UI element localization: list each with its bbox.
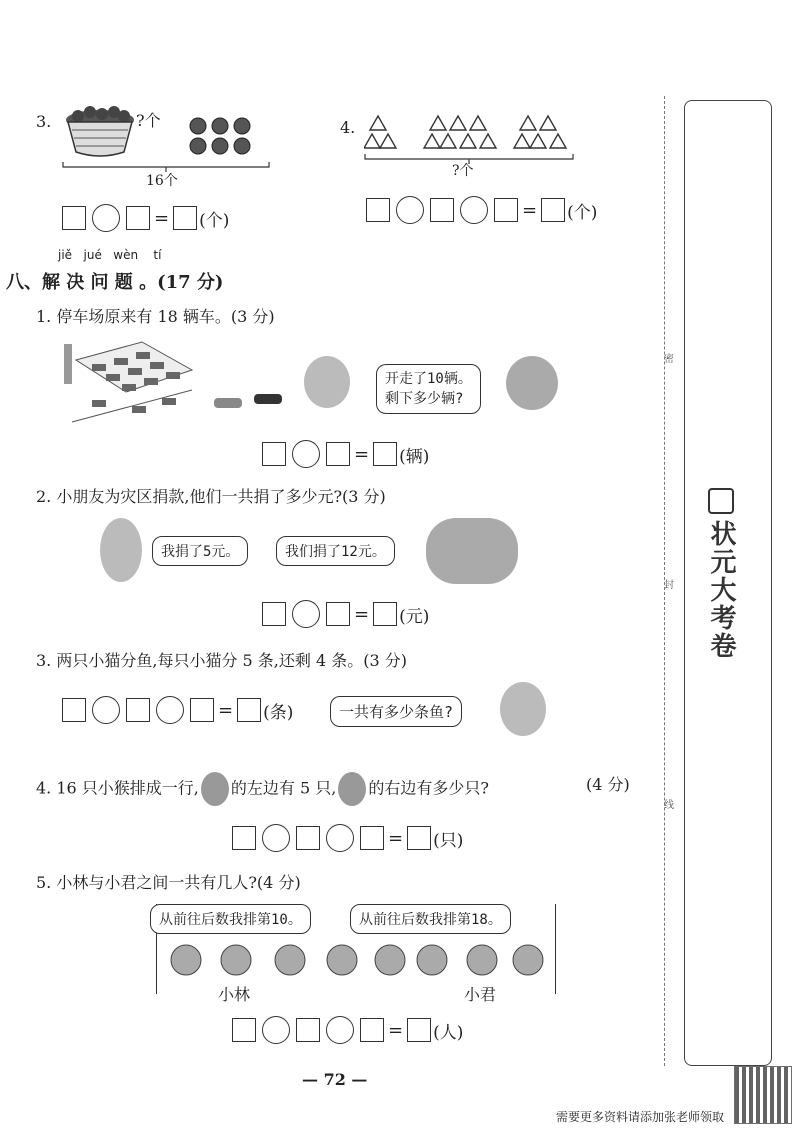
- answer-box[interactable]: [126, 206, 150, 230]
- answer-box[interactable]: [407, 826, 431, 850]
- answer-box[interactable]: [407, 1018, 431, 1042]
- problem-4-equation: = (个): [366, 196, 597, 224]
- answer-box[interactable]: [237, 698, 261, 722]
- question-4-equation: = (只): [232, 824, 463, 852]
- qr-code-icon: [734, 1066, 792, 1124]
- unit-label: (辆): [399, 446, 430, 467]
- section-title: 八、解 决 问 题 。(17 分): [6, 272, 224, 293]
- answer-box[interactable]: [296, 1018, 320, 1042]
- six-apples-image: [188, 114, 260, 158]
- answer-box[interactable]: [373, 442, 397, 466]
- unit-label: (条): [263, 702, 294, 723]
- answer-box[interactable]: [62, 206, 86, 230]
- problem-3-number: 3.: [36, 112, 52, 131]
- operator-circle[interactable]: [460, 196, 488, 224]
- answer-box[interactable]: [262, 442, 286, 466]
- answer-box[interactable]: [62, 698, 86, 722]
- answer-box[interactable]: [541, 198, 565, 222]
- problem-3-total-label: 16个: [146, 173, 178, 189]
- parking-lot-image: [62, 340, 200, 424]
- unit-label: (个): [199, 210, 230, 231]
- answer-box[interactable]: [430, 198, 454, 222]
- question-4-text: [36, 772, 489, 806]
- operator-circle[interactable]: [92, 204, 120, 232]
- problem-3-total-brace: [62, 158, 270, 170]
- answer-box[interactable]: [360, 1018, 384, 1042]
- question-4-part-a: 4. 16 只小猴排成一行,: [36, 778, 199, 798]
- operator-circle[interactable]: [292, 600, 320, 628]
- answer-box[interactable]: [126, 698, 150, 722]
- problem-4-question-label: ?个: [452, 163, 474, 179]
- question-1-equation: = (辆): [262, 440, 429, 468]
- pinyin-syllable: jiě: [58, 248, 73, 262]
- name-xiaolin: 小林: [218, 985, 251, 1004]
- answer-box[interactable]: [296, 826, 320, 850]
- question-5-text: 5. 小林与小君之间一共有几人?(4 分): [36, 873, 301, 892]
- boy-donor-image: [100, 518, 142, 582]
- operator-circle[interactable]: [292, 440, 320, 468]
- problem-3-question-label: ?个: [136, 111, 161, 130]
- operator-circle[interactable]: [92, 696, 120, 724]
- operator-circle[interactable]: [262, 1016, 290, 1044]
- answer-box[interactable]: [262, 602, 286, 626]
- triangles-image: [364, 112, 572, 152]
- pinyin-syllable: tí: [153, 248, 162, 262]
- page-number: — 72 —: [302, 1070, 368, 1089]
- question-5-right-bubble: 从前往后数我排第18。: [350, 904, 511, 934]
- unit-label: (个): [567, 202, 598, 223]
- operator-circle[interactable]: [156, 696, 184, 724]
- answer-box[interactable]: [494, 198, 518, 222]
- answer-box[interactable]: [232, 1018, 256, 1042]
- monkey-icon: [338, 772, 366, 806]
- answer-box[interactable]: [326, 442, 350, 466]
- answer-box[interactable]: [232, 826, 256, 850]
- question-4-part-c: 的右边有多少只?: [368, 778, 489, 798]
- problem-3-equation: = (个): [62, 204, 229, 232]
- unit-label: (人): [433, 1022, 464, 1043]
- question-5-equation: = (人): [232, 1016, 463, 1044]
- operator-circle[interactable]: [396, 196, 424, 224]
- footer-note: 需要更多资料请添加张老师领取: [556, 1110, 725, 1124]
- question-1-text: 1. 停车场原来有 18 辆车。(3 分): [36, 307, 275, 326]
- girl-image: [506, 356, 558, 410]
- question-4-part-b: 的左边有 5 只,: [230, 778, 337, 798]
- question-3-text: 3. 两只小猫分鱼,每只小猫分 5 条,还剩 4 条。(3 分): [36, 651, 407, 670]
- pinyin-syllable: jué: [83, 248, 102, 262]
- question-3-speech-bubble: 一共有多少条鱼?: [330, 696, 462, 727]
- basket-of-apples-image: [62, 104, 138, 158]
- problem-4-number: 4.: [340, 118, 356, 137]
- brand-logo: 状元大考卷: [706, 520, 736, 660]
- answer-box[interactable]: [360, 826, 384, 850]
- bubble-line: 开走了10辆。: [385, 371, 472, 387]
- question-2-left-bubble: 我捐了5元。: [152, 536, 248, 566]
- leaving-cars-image: [212, 390, 288, 412]
- pinyin-syllable: wèn: [113, 248, 139, 262]
- seal-char: 密: [664, 354, 674, 365]
- boy-image: [304, 356, 350, 408]
- question-2-text: 2. 小朋友为灾区捐款,他们一共捐了多少元?(3 分): [36, 487, 386, 506]
- question-2-equation: = (元): [262, 600, 429, 628]
- brand-logo-icon: [708, 488, 734, 514]
- question-1-speech-bubble: [376, 364, 481, 414]
- monkey-icon: [201, 772, 229, 806]
- question-2-right-bubble: 我们捐了12元。: [276, 536, 395, 566]
- cat-image: [500, 682, 546, 736]
- section-pinyin: [58, 248, 161, 262]
- answer-box[interactable]: [366, 198, 390, 222]
- question-3-equation: = (条): [62, 696, 293, 724]
- queue-of-children-image: [164, 940, 544, 980]
- bubble-line: 剩下多少辆?: [385, 391, 464, 407]
- answer-box[interactable]: [326, 602, 350, 626]
- two-girls-image: [426, 518, 518, 584]
- operator-circle[interactable]: [326, 1016, 354, 1044]
- unit-label: (元): [399, 606, 430, 627]
- operator-circle[interactable]: [262, 824, 290, 852]
- answer-box[interactable]: [173, 206, 197, 230]
- name-xiaojun: 小君: [464, 985, 497, 1004]
- seal-char: 封: [664, 580, 674, 591]
- answer-box[interactable]: [373, 602, 397, 626]
- operator-circle[interactable]: [326, 824, 354, 852]
- question-5-left-bubble: 从前往后数我排第10。: [150, 904, 311, 934]
- seal-char: 线: [664, 800, 674, 811]
- question-4-points: (4 分): [586, 775, 630, 794]
- unit-label: (只): [433, 830, 464, 851]
- answer-box[interactable]: [190, 698, 214, 722]
